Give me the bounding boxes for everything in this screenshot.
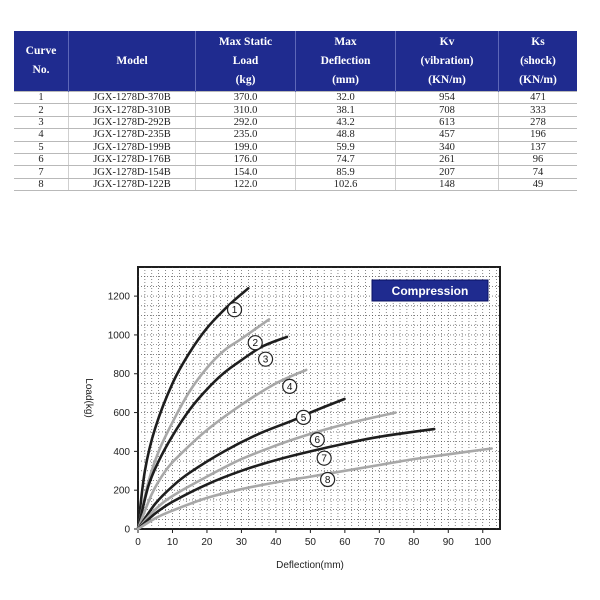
cell-max-deflection: 48.8 xyxy=(296,129,396,141)
x-tick-label: 20 xyxy=(201,537,213,548)
x-tick-label: 50 xyxy=(304,537,316,548)
cell-model: JGX-1278D-292B xyxy=(69,116,196,128)
cell-curve-no: 7 xyxy=(14,166,69,178)
cell-kv: 613 xyxy=(396,116,499,128)
compression-title-box xyxy=(372,280,488,301)
header-ks: Ks (shock) (KN/m) xyxy=(499,31,578,92)
cell-kv: 457 xyxy=(396,129,499,141)
cell-ks: 96 xyxy=(499,153,578,165)
cell-curve-no: 1 xyxy=(14,92,69,104)
cell-ks: 471 xyxy=(499,92,578,104)
table-header-row xyxy=(14,31,577,92)
table-row xyxy=(14,104,577,116)
cell-curve-no: 8 xyxy=(14,178,69,190)
y-tick-label: 200 xyxy=(113,485,130,497)
header-curve-no: Curve No. xyxy=(14,31,69,92)
cell-kv: 708 xyxy=(396,104,499,116)
cell-kv: 207 xyxy=(396,166,499,178)
cell-ks: 74 xyxy=(499,166,578,178)
cell-ks: 333 xyxy=(499,104,578,116)
y-tick-label: 1200 xyxy=(107,291,130,303)
cell-max-deflection: 85.9 xyxy=(296,166,396,178)
cell-curve-no: 6 xyxy=(14,153,69,165)
cell-ks: 137 xyxy=(499,141,578,153)
cell-curve-no: 3 xyxy=(14,116,69,128)
x-tick-label: 10 xyxy=(166,537,179,548)
cell-max-load: 154.0 xyxy=(196,166,296,178)
table-row xyxy=(14,116,577,128)
x-tick-label: 100 xyxy=(474,537,492,548)
cell-model: JGX-1278D-154B xyxy=(69,166,196,178)
cell-max-load: 122.0 xyxy=(196,178,296,190)
table-row xyxy=(14,92,577,104)
curve-label-8: 8 xyxy=(324,475,331,487)
x-tick-label: 60 xyxy=(339,537,351,548)
x-axis-label: Deflection(mm) xyxy=(276,560,344,571)
curve-label-3: 3 xyxy=(262,354,269,366)
cell-curve-no: 4 xyxy=(14,129,69,141)
cell-max-load: 235.0 xyxy=(196,129,296,141)
cell-max-deflection: 74.7 xyxy=(296,153,396,165)
table-row xyxy=(14,178,577,190)
cell-model: JGX-1278D-199B xyxy=(69,141,196,153)
cell-max-load: 199.0 xyxy=(196,141,296,153)
header-model: Model xyxy=(69,31,196,92)
cell-model: JGX-1278D-122B xyxy=(69,178,196,190)
cell-max-deflection: 38.1 xyxy=(296,104,396,116)
cell-curve-no: 5 xyxy=(14,141,69,153)
curve-label-1: 1 xyxy=(231,305,238,317)
y-tick-label: 800 xyxy=(113,369,130,381)
cell-max-deflection: 59.9 xyxy=(296,141,396,153)
cell-max-load: 176.0 xyxy=(196,153,296,165)
cell-max-deflection: 102.6 xyxy=(296,178,396,190)
cell-max-load: 370.0 xyxy=(196,92,296,104)
cell-max-load: 292.0 xyxy=(196,116,296,128)
y-tick-label: 600 xyxy=(113,408,130,420)
table-row xyxy=(14,153,577,165)
spec-table xyxy=(14,31,577,191)
x-tick-label: 80 xyxy=(408,537,420,548)
y-axis-label: Load(kg) xyxy=(83,378,94,418)
cell-model: JGX-1278D-370B xyxy=(69,92,196,104)
curve-label-7: 7 xyxy=(321,453,327,465)
x-tick-label: 70 xyxy=(373,537,385,548)
chart-title: Compression xyxy=(391,284,469,298)
curve-label-6: 6 xyxy=(314,435,321,447)
curve-label-5: 5 xyxy=(300,412,307,424)
cell-kv: 148 xyxy=(396,178,499,190)
table-row xyxy=(14,129,577,141)
cell-ks: 49 xyxy=(499,178,578,190)
cell-kv: 954 xyxy=(396,92,499,104)
cell-curve-no: 2 xyxy=(14,104,69,116)
y-tick-label: 0 xyxy=(124,524,130,536)
curve-label-4: 4 xyxy=(286,381,293,393)
cell-kv: 261 xyxy=(396,153,499,165)
y-tick-label: 1000 xyxy=(107,330,130,342)
load-deflection-chart xyxy=(0,250,600,590)
plot-frame xyxy=(138,267,500,529)
curve-label-2: 2 xyxy=(252,338,259,350)
cell-max-deflection: 43.2 xyxy=(296,116,396,128)
header-max-static-load: Max Static Load (kg) xyxy=(196,31,296,92)
cell-max-load: 310.0 xyxy=(196,104,296,116)
cell-model: JGX-1278D-235B xyxy=(69,129,196,141)
header-kv: Kv (vibration) (KN/m) xyxy=(396,31,499,92)
cell-ks: 196 xyxy=(499,129,578,141)
x-tick-label: 40 xyxy=(270,537,282,548)
x-tick-label: 0 xyxy=(135,537,141,548)
cell-model: JGX-1278D-176B xyxy=(69,153,196,165)
cell-model: JGX-1278D-310B xyxy=(69,104,196,116)
y-tick-label: 400 xyxy=(113,446,130,458)
x-tick-label: 30 xyxy=(235,537,247,548)
table-row xyxy=(14,141,577,153)
cell-max-deflection: 32.0 xyxy=(296,92,396,104)
header-max-deflection: Max Deflection (mm) xyxy=(296,31,396,92)
cell-kv: 340 xyxy=(396,141,499,153)
cell-ks: 278 xyxy=(499,116,578,128)
x-tick-label: 90 xyxy=(442,537,454,548)
table-row xyxy=(14,166,577,178)
